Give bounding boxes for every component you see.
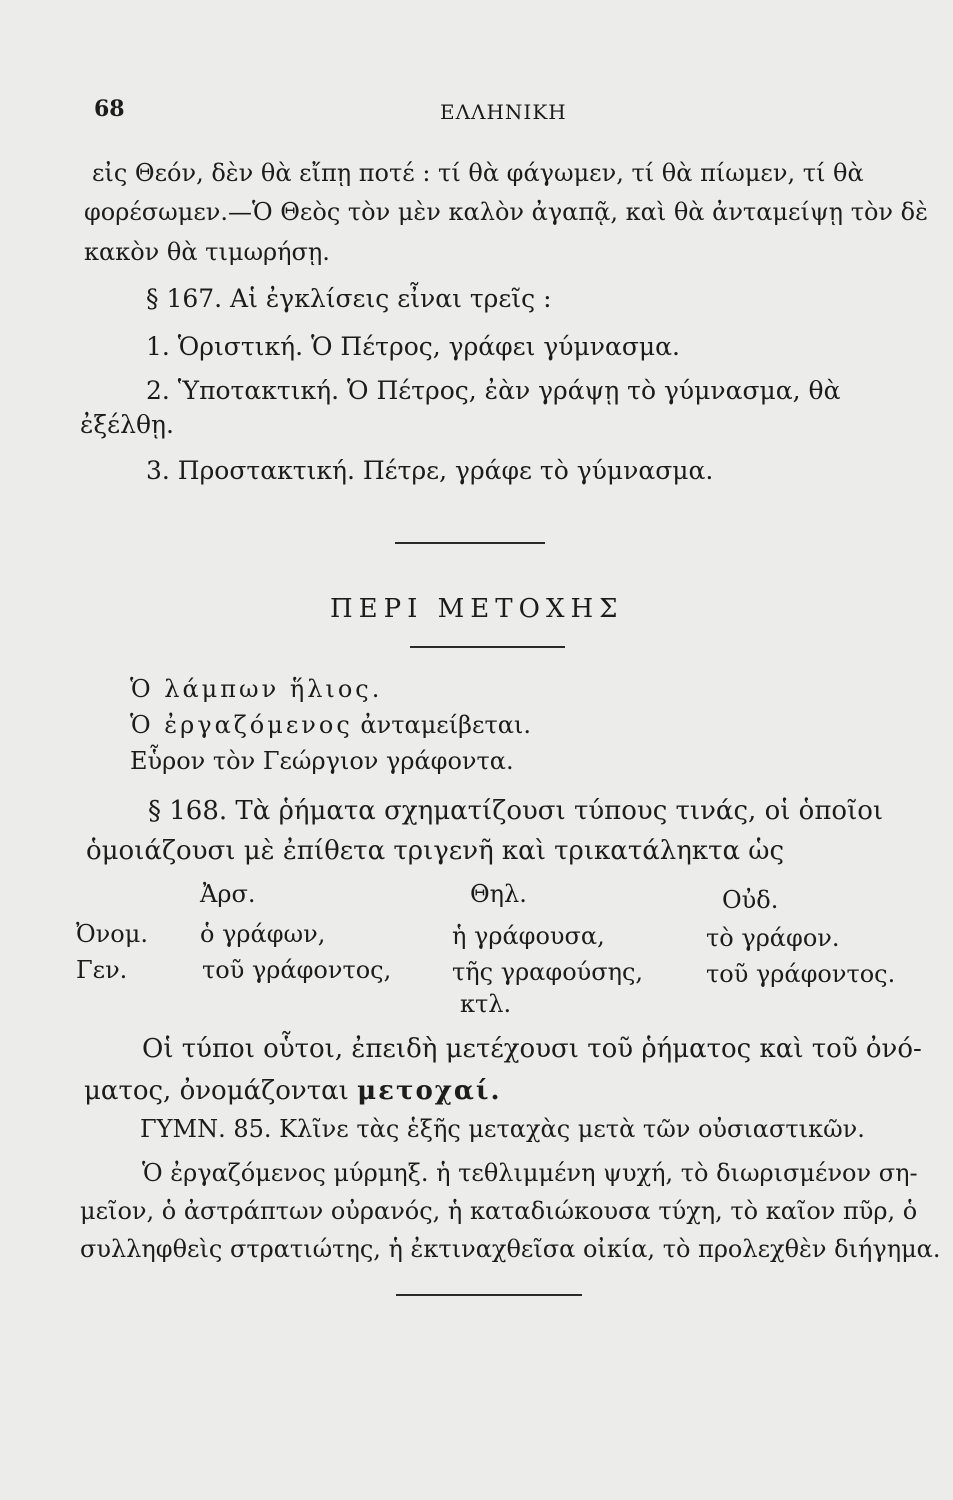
exercise-85-line-1: Ὁ ἐργαζόμενος μύρμηξ. ἡ τεθλιμμένη ψυχή, τὸ διωρισμένον ση- — [142, 1159, 918, 1187]
participles-definition-line-2 — [84, 1076, 502, 1106]
section-167-item-2-continued: ἐξέλθῃ. — [80, 410, 174, 439]
table-row-genitive-neuter: τοῦ γράφοντος. — [706, 960, 896, 988]
intro-line-3: κακὸν θὰ τιμωρήσῃ. — [84, 238, 330, 266]
exercise-85-line-3: συλληφθεὶς στρατιώτης, ἡ ἐκτιναχθεῖσα οἰκία, τὸ προλεχθὲν διήγημα. — [80, 1235, 941, 1263]
section-167-item-2: 2. Ὑποτακτική. Ὁ Πέτρος, ἐὰν γράψῃ τὸ γύμνασμα, θὰ — [146, 376, 841, 405]
section-167-item-1: 1. Ὁριστική. Ὁ Πέτρος, γράφει γύμνασμα. — [146, 332, 680, 361]
participles-definition-line-1: Οἱ τύποι οὗτοι, ἐπειδὴ μετέχουσι τοῦ ῥήματος καὶ τοῦ ὀνό- — [142, 1034, 922, 1064]
participle-example-3: Εὗρον τὸν Γεώργιον γράφοντα. — [130, 747, 514, 775]
section-divider — [395, 542, 545, 544]
heading-underline — [410, 646, 565, 648]
participles-term: μετοχαί. — [357, 1076, 502, 1106]
table-row-genitive-case: Γεν. — [76, 956, 128, 984]
section-168-line-2: ὁμοιάζουσι μὲ ἐπίθετα τριγενῆ καὶ τρικατάληκτα ὡς — [86, 836, 785, 866]
table-row-genitive-feminine: τῆς γραφούσης, — [452, 958, 644, 986]
table-etc: κτλ. — [460, 990, 512, 1018]
closing-rule — [396, 1294, 582, 1296]
table-header-masculine: Ἀρσ. — [200, 880, 256, 908]
intro-line-1: εἰς Θεόν, δὲν θὰ εἴπῃ ποτέ : τί θὰ φάγωμεν, τί θὰ πίωμεν, τί θὰ — [92, 159, 864, 187]
table-header-feminine: Θηλ. — [470, 880, 527, 908]
running-title: ΕΛΛΗΝΙΚΗ — [440, 100, 567, 124]
table-row-nominative-feminine: ἡ γράφουσα, — [452, 922, 605, 950]
exercise-85-line-2: μεῖον, ὁ ἀστράπτων οὐρανός, ἡ καταδιώκουσα τύχη, τὸ καῖον πῦρ, ὁ — [80, 1197, 918, 1225]
exercise-85-title: ΓΥΜΝ. 85. Κλῖνε τὰς ἑξῆς μεταχὰς μετὰ τῶν οὐσιαστικῶν. — [140, 1115, 865, 1143]
participle-example-1: Ὁ λάμπων ἥλιος. — [130, 675, 383, 703]
section-167-title: § 167. Αἱ ἐγκλίσεις εἶναι τρεῖς : — [146, 284, 552, 313]
table-row-nominative-neuter: τὸ γράφον. — [706, 924, 840, 952]
page-number: 68 — [94, 96, 125, 122]
table-row-nominative-masculine: ὁ γράφων, — [200, 920, 326, 948]
intro-line-2: φορέσωμεν.—Ὁ Θεὸς τὸν μὲν καλὸν ἀγαπᾷ, καὶ θὰ ἀνταμείψῃ τὸν δὲ — [84, 198, 928, 226]
table-row-genitive-masculine: τοῦ γράφοντος, — [202, 956, 392, 984]
participle-example-2 — [130, 710, 531, 740]
chapter-heading: ΠΕΡΙ ΜΕΤΟΧΗΣ — [330, 594, 624, 624]
participle-example-2-subject: Ὁ ἐργαζόμενος — [130, 711, 353, 739]
table-header-neuter: Οὐδ. — [722, 886, 779, 914]
participles-definition-text: ματος, ὀνομάζονται — [84, 1076, 349, 1106]
participle-example-2-verb: ἀνταμείβεται. — [360, 711, 531, 739]
section-167-item-3: 3. Προστακτική. Πέτρε, γράφε τὸ γύμνασμα. — [146, 456, 714, 485]
section-168-line-1: § 168. Τὰ ῥήματα σχηματίζουσι τύπους τινάς, οἱ ὁποῖοι — [148, 796, 884, 826]
table-row-nominative-case: Ὀνομ. — [76, 920, 148, 948]
